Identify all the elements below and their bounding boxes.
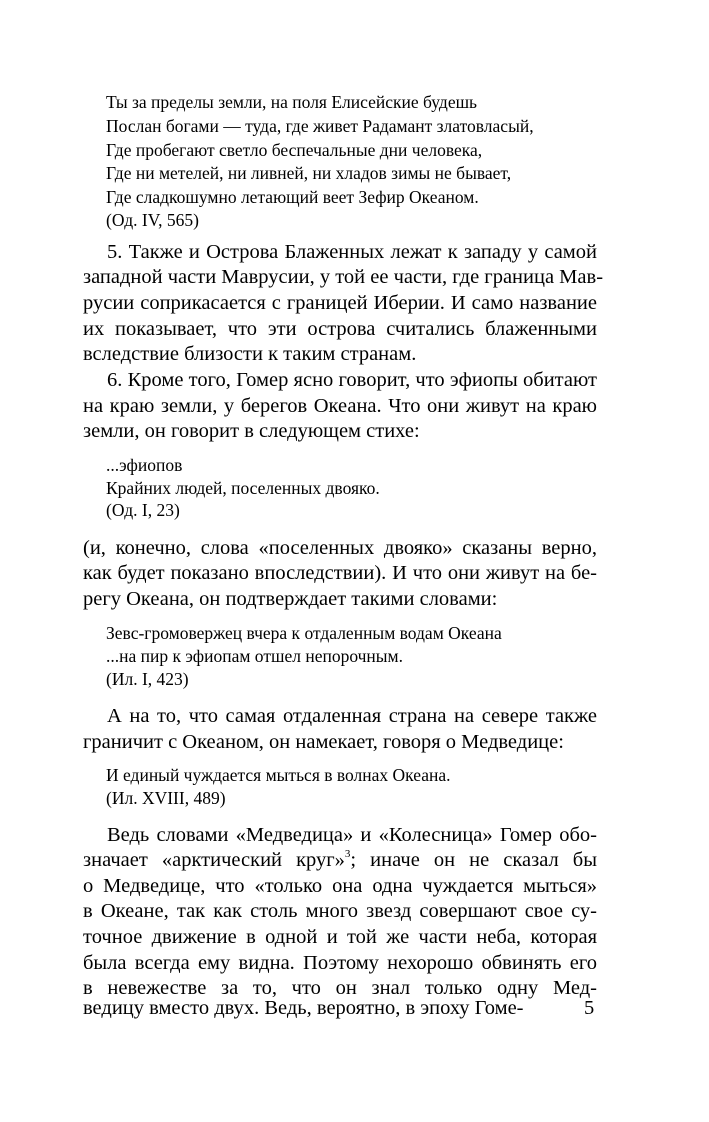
verse1-line-4: Где ни метелей, ни ливней, ни хладов зимы не бывает, [106, 163, 512, 183]
verse4-line-1: И единый чуждается мыться в волнах Океана. [106, 765, 451, 785]
verse2-citation: (Од. I, 23) [106, 500, 180, 520]
para6-line-3: земли, он говорит в следующем стихе: [83, 420, 420, 442]
verse2-line-1: ...эфиопов [106, 455, 183, 475]
verse2-line-2: Крайних людей, поселенных двояко. [106, 478, 380, 498]
para9-line-7: в невежестве за то, что он знал только одну Мед- [83, 977, 597, 999]
para5-line-3: русии соприкасается с границей Иберии. И само название [83, 292, 597, 314]
verse1-line-1: Ты за пределы земли, на поля Елисейские будешь [106, 92, 478, 112]
para9-line-2 [83, 849, 597, 872]
footnote-marker: 3 [344, 848, 351, 860]
verse1-line-5: Где сладкошумно летающий веет Зефир Океаном. [106, 187, 479, 207]
verse4-citation: (Ил. XVIII, 489) [106, 788, 226, 808]
para7-line-2: как будет показано впоследствии). И что они живут на бе- [83, 562, 597, 584]
para9-line-2-end: ; иначе он не сказал бы [350, 849, 597, 871]
para9-line-1: Ведь словами «Медведица» и «Колесница» Гомер обо- [107, 824, 597, 846]
para6-line-2: на краю земли, у берегов Океана. Что они живут на краю [83, 395, 597, 417]
verse3-line-1: Зевс-громовержец вчера к отдаленным водам Океана [106, 623, 502, 643]
para7-line-1: (и, конечно, слова «поселенных двояко» сказаны верно, [83, 537, 597, 559]
para9-line-6: была всегда ему видна. Поэтому нехорошо обвинять его [83, 952, 597, 974]
verse1-line-3: Где пробегают светло беспечальные дни человека, [106, 140, 483, 160]
para7-line-3: регу Океана, он подтверждает такими словами: [83, 588, 498, 610]
page-number: 5 [584, 997, 595, 1019]
para6-line-1: 6. Кроме того, Гомер ясно говорит, что эфиопы обитают [107, 369, 597, 391]
para9-line-3: о Медведице, что «только она одна чуждается мыться» [83, 875, 597, 897]
para5-line-1: 5. Также и Острова Блаженных лежат к западу у самой [107, 241, 597, 263]
verse1-citation: (Од. IV, 565) [106, 210, 199, 230]
verse3-line-2: ...на пир к эфиопам отшел непорочным. [106, 646, 403, 666]
para9-line-4: в Океане, так как столь много звезд совершают свое су- [83, 900, 597, 922]
verse1-line-2: Послан богами — туда, где живет Радамант златовласый, [106, 116, 534, 136]
para9-line-2-start: значает «арктический круг» [83, 849, 345, 871]
para9-line-8: ведицу вместо двух. Ведь, вероятно, в эпоху Гоме- [83, 997, 524, 1019]
para8-line-1: А на то, что самая отдаленная страна на севере также [107, 705, 597, 727]
para8-line-2: граничит с Океаном, он намекает, говоря о Медведице: [83, 731, 564, 753]
para5-line-2: западной части Маврусии, у той ее части, где граница Мав- [83, 266, 604, 288]
para5-line-4: их показывает, что эти острова считались блаженными [83, 318, 597, 340]
verse3-citation: (Ил. I, 423) [106, 669, 189, 689]
para5-line-5: вследствие близости к таким странам. [83, 343, 417, 365]
para9-line-5: точное движение в одной и той же части неба, которая [83, 926, 597, 948]
